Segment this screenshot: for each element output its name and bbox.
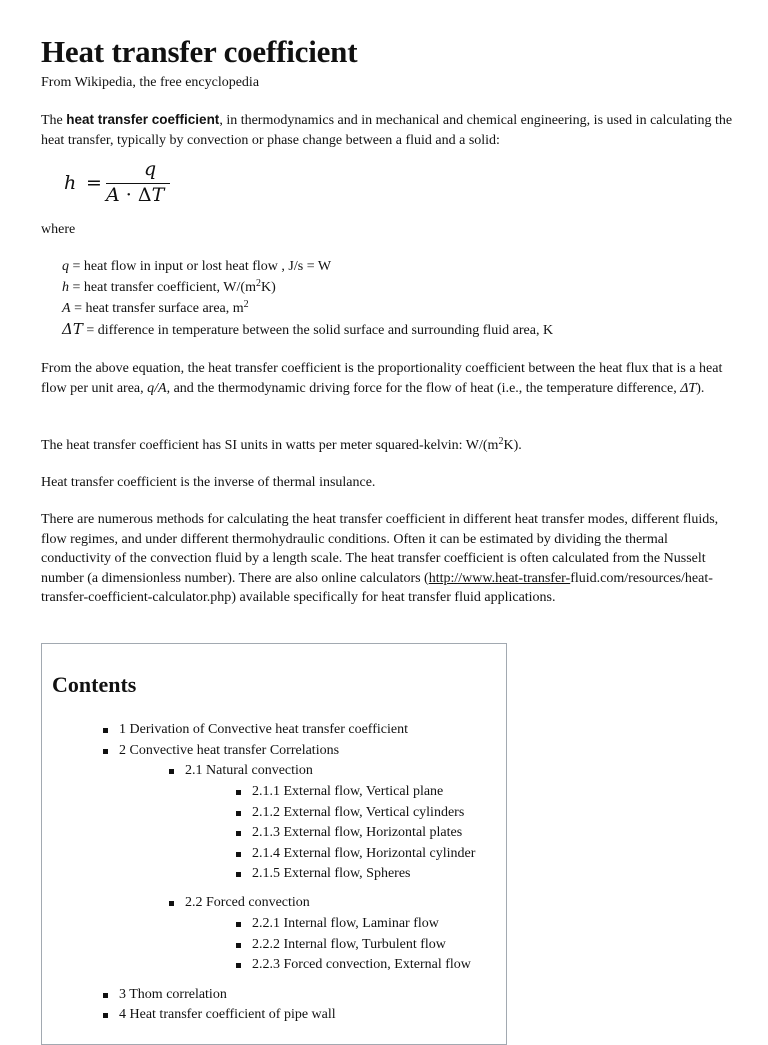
- proportionality-paragraph: [41, 359, 741, 398]
- formula-numerator: q: [144, 158, 157, 180]
- definition-symbol: q: [62, 259, 69, 274]
- toc-item[interactable]: 2.1.5 External flow, Spheres: [252, 866, 411, 881]
- intro-bold-term: heat transfer coefficient: [66, 112, 220, 127]
- definition-symbol: h: [62, 280, 69, 295]
- toc-item[interactable]: 2.2.3 Forced convection, External flow: [252, 957, 471, 972]
- methods-paragraph: [41, 510, 741, 608]
- definition-symbol: ΔT: [62, 320, 83, 338]
- si-units-paragraph: [41, 436, 741, 456]
- para3-text-b: K).: [503, 438, 522, 453]
- para2-text-b: , and the thermodynamic driving force for the flow of heat (i.e., the temperature difference,: [166, 380, 681, 396]
- toc-item[interactable]: 2.1.1 External flow, Vertical plane: [252, 784, 444, 799]
- toc-heading: Contents: [52, 672, 137, 697]
- para3-superscript: 2: [498, 436, 504, 447]
- para2-text-c: ).: [696, 380, 705, 396]
- formula-den-dot: · Δ: [119, 184, 152, 206]
- definition-text: = heat transfer coefficient, W/(m: [69, 280, 256, 295]
- toc-item[interactable]: 2.2 Forced convection: [185, 895, 310, 910]
- definition-text: = heat transfer surface area, m: [70, 301, 244, 316]
- definition-superscript: 2: [243, 299, 249, 310]
- toc-item[interactable]: 2.1.2 External flow, Vertical cylinders: [252, 805, 465, 820]
- definition-superscript: 2: [255, 278, 261, 289]
- intro-text-start: The: [41, 113, 67, 128]
- toc-item[interactable]: 2.1.3 External flow, Horizontal plates: [252, 825, 463, 840]
- definition-text-after: K): [260, 280, 276, 295]
- definition-symbol: A: [62, 301, 71, 316]
- insulance-paragraph: Heat transfer coefficient is the inverse of thermal insulance.: [41, 475, 376, 490]
- toc-item[interactable]: 2.1 Natural convection: [185, 763, 313, 778]
- table-of-contents: [41, 643, 507, 1045]
- intro-paragraph: [41, 110, 741, 150]
- toc-item[interactable]: 2 Convective heat transfer Correlations: [119, 743, 340, 758]
- para2-flux-symbol: q/A: [147, 380, 167, 396]
- para5-text-b: ) available specifically for heat transfer fluid applications.: [231, 590, 556, 606]
- definition-row: [62, 256, 553, 277]
- toc-item[interactable]: 1 Derivation of Convective heat transfer coefficient: [119, 722, 408, 737]
- formula-equals: =: [86, 172, 102, 194]
- para5-text-a: There are numerous methods for calculating the heat transfer coefficient in different heat transfer modes, different fluids, flow regimes, and under different thermohydraulic conditions. Often it can be estimated by dividing the thermal conductivity of the convection fluid by a length scale. The heat transfer coefficient is often calculated from the Nusselt number (a dimensionless number). There are also online calculators (: [41, 512, 719, 586]
- toc-item[interactable]: 2.2.1 Internal flow, Laminar flow: [252, 916, 439, 931]
- definition-text: = heat flow in input or lost heat flow , J/s = W: [69, 259, 332, 274]
- formula-lhs: h: [64, 172, 77, 194]
- definition-text: = difference in temperature between the solid surface and surrounding fluid area, K: [82, 323, 554, 338]
- formula-den-a: A: [106, 184, 120, 206]
- definitions-list: [62, 256, 553, 341]
- toc-item[interactable]: 2.1.4 External flow, Horizontal cylinder: [252, 846, 476, 861]
- where-label: where: [41, 222, 76, 237]
- calculator-link-part2: fluid.com/resources/heat-transfer-coefficient-calculator.php: [41, 570, 713, 606]
- formula-den-t: T: [151, 184, 165, 206]
- calculator-link[interactable]: [429, 571, 570, 586]
- formula-denominator: [106, 184, 164, 206]
- definition-row: [62, 319, 553, 341]
- para3-text-a: The heat transfer coefficient has SI units in watts per meter squared-kelvin: W/(m: [41, 438, 499, 453]
- toc-item[interactable]: 2.2.2 Internal flow, Turbulent flow: [252, 937, 446, 952]
- intro-text-end: , in thermodynamics and in mechanical and chemical engineering, is used in calculating the heat transfer, typically by convection or phase change between a fluid and a solid:: [41, 113, 733, 148]
- page-title: Heat transfer coefficient: [41, 34, 358, 69]
- calculator-link-part1: http://www.heat-transfer-: [428, 570, 571, 586]
- toc-item[interactable]: 3 Thom correlation: [119, 987, 227, 1002]
- para2-text-a: From the above equation, the heat transfer coefficient is the proportionality coefficient between the heat flux that is a heat flow per unit area,: [41, 361, 723, 396]
- page-subtitle: From Wikipedia, the free encyclopedia: [41, 75, 260, 90]
- toc-item[interactable]: 4 Heat transfer coefficient of pipe wall: [119, 1007, 336, 1022]
- para2-delta-t: ΔT: [680, 380, 697, 396]
- definition-row: [62, 298, 553, 319]
- definition-row: [62, 277, 553, 298]
